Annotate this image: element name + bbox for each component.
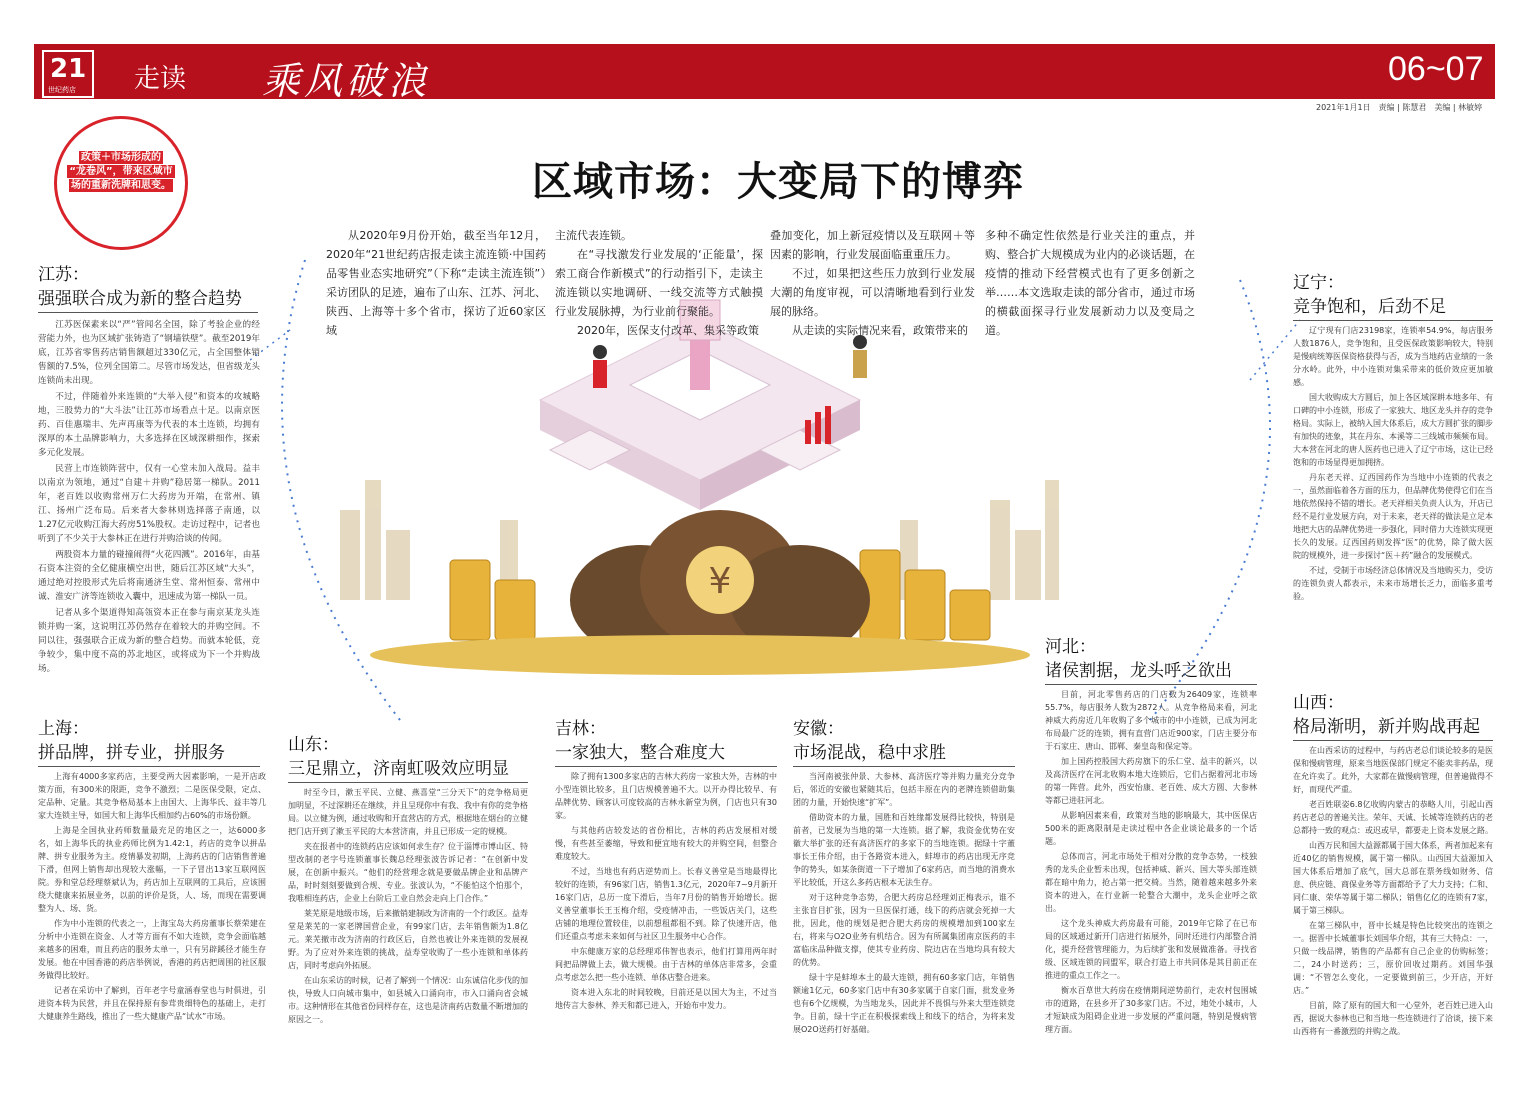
shanghai-rule [38, 766, 260, 767]
anhui-headline: 市场混战，稳中求胜 [793, 743, 946, 763]
intro-paragraph-1: 从2020年9月份开始，截至当年12月，2020年“21世纪药店报走读主流连锁·中国药品零售业态实地研究”（下称“走读主流连锁”）采访团队的足迹，遍布了山东、江苏、河北、陕西、上海等十多个省市，探访了近60家区域 [326, 229, 546, 337]
badge-line-2: “龙卷风”，带来区域市 [69, 166, 173, 177]
intro-paragraph-2a: 主流代表连锁。 [555, 229, 632, 242]
intro-paragraph-2b: 在“寻找激发行业发展的‘正能量’，探索工商合作新模式”的行动指引下，走读主流连锁以实地调研、一线交流等方式触摸行业发展脉搏，为行业前行聚能。 [555, 248, 763, 318]
hebei-paragraph: 衡水百草世大药房在疫情期间逆势前行，走农村包围城市的道路，在县乡开了30多家门店。不过，地处小城市，人才短缺成为阻碍企业进一步发展的严重问题，特别是慢病管理方面。 [1045, 986, 1257, 1034]
anhui-region: 安徽： [793, 719, 844, 739]
intro-column-3 [770, 226, 975, 340]
hebei-paragraph: 这个龙头神威大药房最有可能，2019年它除了在已布局的区域通过新开门店进行拓展外，同时还进行内部整合消化，提升经营管理能力，为后续扩张和发展做准备。寻找省级、区域连锁的同盟军，联合打造上市共同体是其目前正在推进的重点工作之一。 [1045, 919, 1257, 980]
shanghai-paragraph: 记者在采访中了解到，百年老字号童涵春堂也与时俱进，引进资本转为民营，并且在保持原有参茸贵细特色的基础上，走打大健康养生路线，推出了一些大健康产品“试水”市场。 [38, 986, 266, 1021]
liaoning-rule [1293, 320, 1493, 321]
anhui-body [793, 770, 1015, 1038]
shandong-body [288, 786, 528, 1028]
header-bar [34, 44, 1495, 99]
shanxi-paragraph: 在第三梯队中，晋中长城是特色比较突出的连锁之一。据晋中长城董事长刘国华介绍，其有三大特点：一，只做一线品牌，销售的产品都有自己企业的仿购标签；二，24小时送药；三，原价回收过期药。刘国华强调：“不管怎么变化，一定要做到前三，少开店，开好店。” [1293, 921, 1493, 995]
jilin-headline: 一家独大，整合难度大 [555, 743, 725, 763]
shandong-paragraph: 夹在报者中的连锁药店应该如何求生存？位于淄博市博山区、特型改制的老字号连锁董事长魏总经理张波告诉记者：“在创新中发展，在创新中振兴。“他们的经营理念就是要做品牌企业和品牌产品，时时刻刻要做到合规、专业。张波认为，“不能怕这个怕那个，我唯相连药店，企业上台阶后工业自然会走向上门合作。” [288, 842, 528, 903]
hebei-paragraph: 总体而言，河北市场处于相对分散的竞争态势，一枝独秀的龙头企业暂未出现，包括神威、新兴、国大等头部连锁都在暗中角力，抢占第一把交椅。当然，随着越来越多外来资本的进入，在行业新一轮整合大潮中，龙头企业呼之欲出。 [1045, 852, 1257, 913]
shandong-region: 山东： [288, 735, 339, 755]
anhui-paragraph: 对于这种竞争态势，合肥大药房总经理刘正梅表示，谁不主张盲目扩张，因为一旦医保打通，线下的药店就会死掉一大批，因此，他的规划是把合肥大药房的规模增加到100家左右，将来与O2O业务有机结合。因为有所属集团南京医药的丰富临床品种做支撑，使其专业药房、院边店在当地均具有较大的优势。 [793, 893, 1015, 967]
intro-paragraph-3a: 叠加变化，加上新冠疫情以及互联网＋等因素的影响，行业发展面临重重压力。 [770, 229, 975, 261]
dateline: 2021年1月1日 责编 | 陈慧君 美编 | 林敏婷 [1316, 103, 1483, 112]
liaoning-paragraph: 辽宁现有门店23198家，连锁率54.9%，每店服务人数1876人，竞争饱和，且受医保政策影响较大，特别是慢病统筹医保资格获得与否，成为当地药店业绩的一条分水岭。此外，中小连锁对集采带来的低价效应更加敏感。 [1293, 326, 1493, 387]
shandong-paragraph: 时至今日，漱玉平民、立健、燕喜堂“三分天下”的竞争格局更加明显，不过深耕还在继续，并且呈现你中有我、我中有你的竞争格局。以立健为例，通过收购和开直营店的方式，根据地在烟台的立健把门店开到了漱玉平民的大本营济南，并且已形成一定的规模。 [288, 788, 528, 836]
newspaper-logo [42, 50, 94, 98]
jilin-paragraph: 不过，当地也有药店逆势而上。长春义善堂是当地最得比较好的连锁，有96家门店，销售1.3亿元，2020年7~9月新开16家门店，总历一度下滑后，当年7月份的销售开始增长。据义善堂董事长王玉梅介绍，受疫情冲击，一些饭店关门，这些店铺的地理位置较佳，以前想租都租不到。除了快速开店，他们还重点考虑未来如何与社区卫生服务中心合作。 [555, 867, 777, 941]
hebei-rule [1045, 684, 1257, 685]
hebei-body [1045, 688, 1257, 1038]
shanghai-region: 上海： [38, 719, 89, 739]
jiangsu-paragraph: 不过，伴随着外来连锁的“大举入侵”和资本的攻城略地，三股势力的“大斗法”让江苏市场看点十足。以南京医药、百佳惠瑞丰、先声再康等为代表的本土连锁，均拥有深厚的本土品牌影响力，大多选择在区域深耕细作，探索多元化发展。 [38, 392, 260, 458]
shandong-paragraph: 在山东采访的时候，记者了解到一个情况：山东诚信化步伐的加快，导致人口向城市集中，如县城入口涌向市，市入口涌向省会城市。这种情形在其他省份同样存在，这也是济南药店数量不断增加的原因之一。 [288, 976, 528, 1024]
shandong-rule [288, 782, 528, 783]
shanxi-headline: 格局渐明，新并购战再起 [1293, 717, 1480, 737]
jilin-paragraph: 中东健康万家的总经理邓伟智也表示，他们打算用两年时间把品牌做上去，做大规模。由于吉林的单体店非常多，会重点考虑怎么把一些小连锁、单体店整合进来。 [555, 947, 777, 982]
hebei-region: 河北： [1045, 637, 1096, 657]
logo-subtitle: 世纪药店 [48, 86, 76, 94]
jiangsu-body [38, 318, 260, 678]
jiangsu-region: 江苏： [38, 265, 89, 285]
jiangsu-paragraph: 两股资本力量的碰撞闹得“火花四溅”。2016年，由基石资本注资的全亿健康横空出世，随后江苏区域“大头”，通过绝对控股形式先后将南通济生堂、常州恒泰、常州中诚、淮安广济等连锁收入囊中，迅速成为第一梯队一员。 [38, 550, 260, 602]
anhui-rule [793, 766, 1015, 767]
liaoning-headline: 竞争饱和，后劲不足 [1293, 297, 1446, 317]
intro-column-1 [326, 226, 546, 340]
intro-paragraph-3c: 从走读的实际情况来看，政策带来的 [792, 324, 968, 337]
jilin-paragraph: 资本进入东北的时间较晚，目前还是以国大为主，不过当地传言大参林、养天和都已进入，开始布中发力。 [555, 988, 777, 1010]
shanxi-region: 山西： [1293, 693, 1344, 713]
shandong-headline: 三足鼎立，济南虹吸效应明显 [288, 759, 509, 779]
intro-paragraph-3b: 不过，如果把这些压力放到行业发展大潮的角度审视，可以清晰地看到行业发展的脉络。 [770, 267, 975, 318]
shanghai-paragraph: 上海是全国执业药师数量最充足的地区之一，达6000多名，如上海华氏的执业药师比例为1.42:1，药店的竞争以拼品牌、拼专业服务为主。疫情暴发初期，上海药店的门店销售普遍下滑，但网上销售却出现较大涨幅，一下子冒出13家互联网医院。券和堂总经理蔡斌认为，药店加上互联网的工具后，应该围绕大健康来拓展业务，以前的评价是货，人、场，而现在需要调整为人、场、货。 [38, 826, 266, 913]
jilin-paragraph: 除了拥有1300多家店的吉林大药房一家独大外，吉林的中小型连锁比较多，且门店规模普遍不大。以开办得比较早、有品牌优势、顾客认可度较高的吉林永新堂为例，门店也只有30家。 [555, 772, 777, 820]
liaoning-body [1293, 324, 1493, 605]
shanghai-paragraph: 作为中小连锁的代表之一，上海宝岛大药房董事长蔡荣建在分析中小连锁在资金、人才等方面有不如大连锁，竞争会面临越来越多的困难，而且药店的服务太单一，只有另辟蹊径才能生存发展。他在中国香港的药店举例说，香港的药店把周围的社区服务做得比较好。 [38, 919, 266, 980]
svg-text:¥: ¥ [708, 561, 732, 602]
jiangsu-rule [38, 312, 258, 313]
shanxi-paragraph: 在山西采访的过程中，与药店老总们谈论较多的是医保和慢病管理，原来当地医保部门规定不能卖非药品，现在允许卖了。此外，大家都在做慢病管理，但普遍做得不好，而现代严重。 [1293, 746, 1493, 794]
jiangsu-paragraph: 记者从多个渠道得知高瓴资本正在参与南京某龙头连锁并购一案，这说明江苏仍然存在着较大的并购空间。不同以往，强强联合正成为新的整合趋势。而就本轮低，竞争较少，集中度不高的苏北地区，或将成为下一个并购战场。 [38, 608, 260, 674]
jiangsu-paragraph: 民营上市连锁阵营中，仅有一心堂未加入战局。益丰以南京为领地，通过“自建＋并购”稳居第一梯队。2011年，老百姓以收购常州万仁大药房为开端，在常州、镇江、扬州广泛布局。后来者大参林则选择落子南通，以1.27亿元收购江海大药房51%股权。走访过程中，记者也听到了不少关于大参林正在进行并购洽谈的传闻。 [38, 464, 260, 544]
jilin-region: 吉林： [555, 719, 606, 739]
jiangsu-headline: 强强联合成为新的整合趋势 [38, 289, 242, 309]
shanxi-body [1293, 744, 1493, 1040]
hebei-paragraph: 从影响因素来看，政策对当地的影响最大，其中医保店500米的距离限制是走读过程中各企业谈论最多的一个话题。 [1045, 811, 1257, 846]
jilin-paragraph: 与其他药店较发达的省份相比，吉林的药店发展相对缓慢，有些甚至萎缩，导致和便宜地有较大的并购空间，但整合难度较大。 [555, 826, 777, 861]
badge-line-3: 场的重新洗牌和思变。 [71, 180, 171, 191]
main-title: 区域市场：大变局下的博弈 [532, 158, 1024, 205]
liaoning-paragraph: 丹东老天祥、辽西国药作为当地中小连锁的代表之一，虽然面临着各方面的压力，但品牌优势使得它们在当地依然保持不错的增长。老天祥相关负责人认为，开店已经不是行业发展方向，对于未来，老天祥的做法是立足本地把大店的品牌优势进一步强化，同时借力大连锁实现更长久的发展。辽西国药则发挥“医”的优势，除了做大医院的规模外，进一步探讨“医＋药”融合的发展模式。 [1293, 473, 1493, 560]
summary-badge [54, 116, 188, 250]
anhui-paragraph: 绿十字是蚌埠本土的最大连锁，拥有60多家门店，年销售额逾1亿元，60多家门店中有30多家属于自家门面，批发业务也有6个亿规模，为当地龙头，因此并不畏惧与外来大型连锁竞争。目前，绿十字正在积极探索线上和线下的结合，为将来发展O2O送药打好基础。 [793, 973, 1015, 1034]
shanghai-headline: 拼品牌，拼专业，拼服务 [38, 743, 225, 763]
page-numbers: 06~07 [1388, 50, 1484, 88]
shanghai-body [38, 770, 266, 1025]
section-art-title: 乘风破浪 [262, 59, 431, 103]
hebei-paragraph: 加上国药控股国大药房旗下的乐仁堂、益丰的新兴，以及高济医疗在河北收购本地大连锁后，它们占据着河北市场的第一阵营。此外，西安怡康、老百姓、成大方圆、大参林等都已进驻河北。 [1045, 757, 1257, 805]
intro-paragraph-4: 多种不确定性依然是行业关注的重点，并购、整合扩大规模成为业内的必谈话题，在疫情的推动下经营模式也有了更多创新之举……本文选取走读的部分省市，通过市场的横截面探寻行业发展新动力以及变局之道。 [985, 229, 1195, 337]
intro-column-4 [985, 226, 1195, 340]
hebei-paragraph: 目前，河北零售药店的门店数为26409家，连锁率55.7%，每店服务人数为2872人。从竞争格局来看，河北神威大药房近几年收购了多个城市的中小连锁，已成为河北布局最广泛的连锁，拥有直营门店近900家，门店主要分布于石家庄、唐山、邯郸、秦皇岛和保定等。 [1045, 690, 1257, 751]
shanghai-paragraph: 上海有4000多家药店，主要受两大因素影响，一是开店政策方面，有300米的限距，竞争不激烈；二是医保受限，定点、定品种、定量。其竞争格局基本上由国大、上海华氏、益丰等几家大连锁主导，如国大和上海华氏相加约占60%的市场份额。 [38, 772, 266, 820]
intro-paragraph-2c: 2020年，医保支付改革、集采等政策 [577, 324, 759, 337]
liaoning-region: 辽宁： [1293, 273, 1344, 293]
shanxi-paragraph: 目前，除了原有的国大和一心堂外，老百姓已进入山西，据说大参林也已和当地一些连锁进行了洽谈，接下来山西将有一番激烈的并购之战。 [1293, 1001, 1493, 1036]
market-illustration [300, 280, 1100, 680]
badge-line-1: 政策＋市场形成的 [81, 152, 161, 163]
logo-number: 21 [50, 54, 87, 84]
jiangsu-paragraph: 江苏医保素来以“严”管闻名全国，除了考验企业的经营能力外，也为区域扩张铸造了“钢墙铁壁”。截至2019年底，江苏省零售药店销售额超过330亿元，占全国整体销售额的7.5%，位列全国第二。尽管市场发达，但省级龙头连锁尚未出现。 [38, 320, 260, 386]
shandong-paragraph: 莱芜原是地级市场，后来撤销建制改为济南的一个行政区。益寿堂是莱芜的一家老牌国营企业，有99家门店，去年销售额为1.8亿元。莱芜撤市改为济南的行政区后，自然也被让外来连锁的发展视野。为了应对外来连锁的挑战，益寿堂收购了一些小连锁和单体药店，同时考虑向外拓展。 [288, 909, 528, 970]
liaoning-paragraph: 不过，受制于市场经济总体情况及当地购买力，受访的连锁负责人都表示，未来市场增长乏力，面临多重考验。 [1293, 566, 1493, 601]
shanxi-rule [1293, 740, 1493, 741]
shanxi-paragraph: 山西万民和国大益源都属于国大体系，两者加起来有近40亿的销售规模，属于第一梯队。山西国大益源加入国大体系后增加了底气，国大总部在票务线如财务、信息、供应链、商保业务等方面都给予了大力支持；仁和、同仁康、荣华等属于第二梯队；销售亿亿的连锁有7家，属于第三梯队。 [1293, 841, 1493, 915]
jilin-rule [555, 766, 777, 767]
anhui-paragraph: 当河南被张仲景、大参林、高济医疗等并购力量充分竞争后，邻近的安徽也紧随其后，包括丰原在内的老牌连锁借助集团的力量，开始快速“扩军”。 [793, 772, 1015, 807]
jilin-body [555, 770, 777, 1014]
intro-column-2 [555, 226, 763, 340]
hebei-headline: 诸侯割据，龙头呼之欲出 [1045, 661, 1232, 681]
shanxi-paragraph: 老百姓联姿6.8亿收购内蒙古的恭略人川，引起山西药店老总的普遍关注。荣年、天诚、长城等连锁药店的老总都持一致的观点：或迟或早，都要走上资本发展之路。 [1293, 800, 1493, 835]
liaoning-paragraph: 国大收购成大方圆后，加上各区域深耕本地多年、有口碑的中小连锁，形成了一家独大、地区龙头并存的竞争格局。实际上，被纳入国大体系后，成大方圆扩张的脚步有加快的迹象，其在丹东、本溪等二三线城市频频布局。大本营在河北的唐人医药也已进入了辽宁市场，这让已经饱和的市场显得更加拥挤。 [1293, 393, 1493, 467]
section-name: 走读 [134, 64, 187, 94]
anhui-paragraph: 借助资本的力量，国胜和百姓缘都发展得比较快，特别是前者，已发展为当地的第一大连锁。据了解，我资金优势在安徽大举扩张的还有高济医疗的多家下的当地连锁。据绿十字董事长王伟介绍，由于各路资本进入，蚌埠市的药店出现无序竞争的势头，如某条街道一下子增加了6家药店，而当地的消费水平比较低，开这么多药店根本无法生存。 [793, 813, 1015, 887]
